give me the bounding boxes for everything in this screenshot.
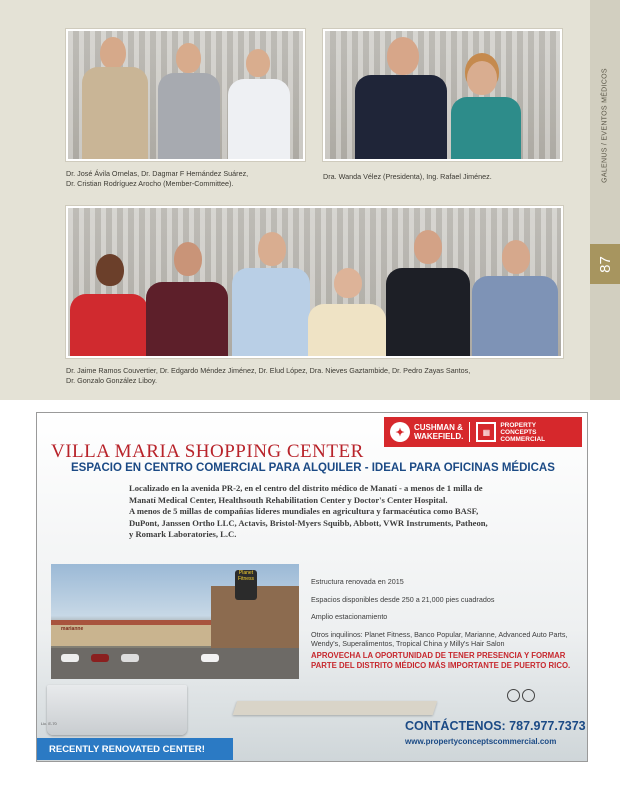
glasses-icon [507,689,537,703]
feature-item: Estructura renovada en 2015 [311,577,404,586]
photo-three-doctors [66,29,305,161]
ad-description: Localizado en la avenida PR-2, en el centro del distrito médico de Manatí - a menos de 1 milla de Manatí Medical Center, Healthsouth Rehabilitation Center y Doctor's Center Hospital. A menos de 5 millas de compañías líderes mundiales en agricultura y farmacéutica como BASF, DuPont, Janssen Ortho LLC, Actavis, Bristol-Myers Squibb, Abbott, VWR Instruments, Patheon, y Romark Laboratories, L.C. [129,483,488,540]
section-label: GALENUS / EVENTOS MÉDICOS [601,68,609,183]
cushman-wakefield-logo-text: CUSHMAN & WAKEFIELD. [414,423,464,441]
property-concepts-logo-text: PROPERTY CONCEPTS COMMERCIAL [500,421,546,443]
event-photo-panel [0,0,620,400]
property-concepts-logo-icon: ▦ [476,422,496,442]
renovated-badge: RECENTLY RENOVATED CENTER! [37,738,233,760]
logo-divider [469,422,470,442]
ad-subtitle: ESPACIO EN CENTRO COMERCIAL PARA ALQUILER - IDEAL PARA OFICINAS MÉDICAS [71,462,555,474]
page-number: 87 [590,244,620,284]
laptop-image [41,685,187,735]
planet-fitness-sign: Planet Fitness [235,570,257,600]
feature-item: Amplio estacionamiento [311,612,388,621]
ad-title: VILLA MARIA SHOPPING CENTER [51,441,364,462]
contact-website: www.propertyconceptscommercial.com [405,737,557,746]
section-side-tab [590,0,620,400]
photo-president-couple-caption: Dra. Wanda Vélez (Presidenta), Ing. Rafael Jiménez. [323,172,492,181]
shopping-center-photo: marianne Planet Fitness [51,564,299,679]
license-code: Lic. E-70 [41,721,57,726]
feature-item: Espacios disponibles desde 250 a 21,000 pies cuadrados [311,594,495,604]
feature-item: Otros inquilinos: Planet Fitness, Banco Popular, Marianne, Advanced Auto Parts, Wendy's, Superalimentos, Tropical China y Milly's Hair Salon [311,629,568,648]
villa-maria-advertisement [36,412,588,762]
photo-three-doctors-caption: Dr. José Ávila Ornelas, Dr. Dagmar F Hernández Suárez, Dr. Cristian Rodríguez Arocho (Member-Committee). [66,169,249,188]
cushman-wakefield-logo-icon: ✦ [390,422,410,442]
notebook-image [233,701,438,715]
contact-phone: CONTÁCTENOS: 787.977.7373 [405,719,586,733]
photo-group-doctors-caption: Dr. Jaime Ramos Couvertier, Dr. Edgardo Méndez Jiménez, Dr. Elud López, Dra. Nieves Gaztambide, Dr. Pedro Zayas Santos, Dr. Gonzalo González Liboy. [66,366,471,385]
ad-features-list [311,577,581,657]
ad-call-to-action: APROVECHA LA OPORTUNIDAD DE TENER PRESENCIA Y FORMAR PARTE DEL DISTRITO MÉDICO MÁS IMPORTANTE DE PUERTO RICO. [311,651,571,670]
photo-group-doctors [66,206,563,358]
photo-president-couple [323,29,562,161]
realtor-logos [384,417,582,447]
